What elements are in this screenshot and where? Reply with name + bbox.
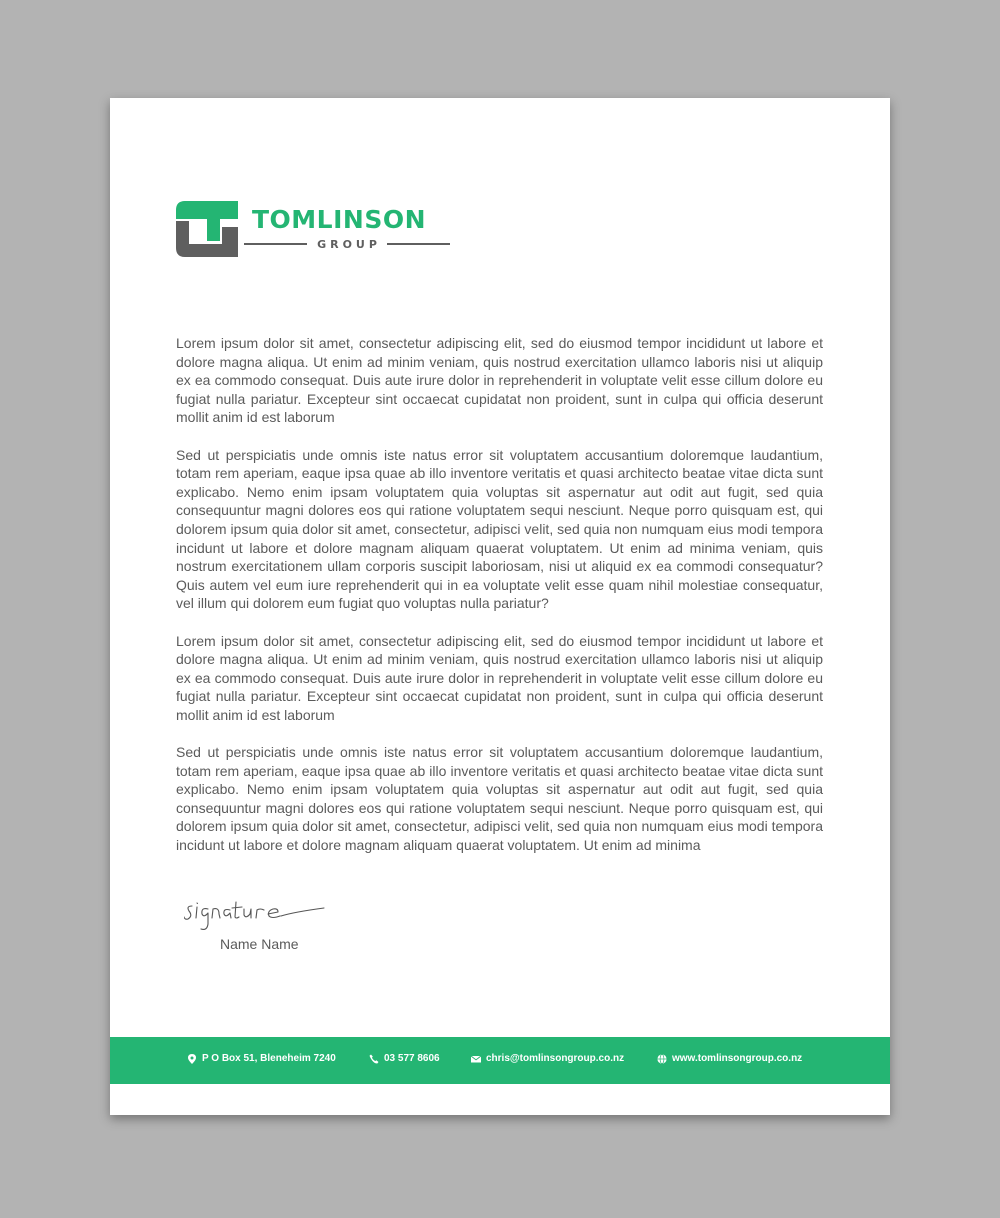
company-logo — [176, 201, 456, 261]
body-paragraph-2: Sed ut perspiciatis unde omnis iste natus error sit voluptatem accusantium doloremque laudantium, totam rem aperiam, eaque ipsa quae ab illo inventore veritatis et quasi architecto beatae vitae dicta sunt explicabo. Nemo enim ipsam voluptatem quia voluptas sit aspernatur aut odit aut fugit, sed quia consequuntur magni dolores eos qui ratione voluptatem sequi nesciunt. Neque porro quisquam est, qui dolorem ipsum quia dolor sit amet, consectetur, adipisci velit, sed quia non numquam eius modi tempora incidunt ut labore et dolore magnam aliquam quaerat voluptatem. Ut enim ad minima veniam, quis nostrum exercitationem ullam corporis suscipit laboriosam, nisi ut aliquid ex ea commodi consequatur? Quis autem vel eum iure reprehenderit qui in ea voluptate velit esse quam nihil molestiae consequatur, vel illum qui dolorem eum fugiat quo voluptas nulla pariatur? — [176, 446, 823, 612]
phone-icon — [369, 1054, 379, 1064]
footer-contact-bar — [110, 1037, 890, 1084]
body-paragraph-4: Sed ut perspiciatis unde omnis iste natus error sit voluptatem accusantium doloremque laudantium, totam rem aperiam, eaque ipsa quae ab illo inventore veritatis et quasi architecto beatae vitae dicta sunt explicabo. Nemo enim ipsam voluptatem quia voluptas sit aspernatur aut odit aut fugit, sed quia consequuntur magni dolores eos qui ratione voluptatem sequi nesciunt. Neque porro quisquam est, qui dolorem ipsum quia dolor sit amet, consectetur, adipisci velit, sed quia non numquam eius modi tempora incidunt ut labore et dolore magnam aliquam quaerat voluptatem. Ut enim ad minima — [176, 744, 823, 854]
handwritten-signature — [184, 894, 334, 936]
brand-name: TOMLINSON — [252, 205, 427, 234]
letter-body — [176, 334, 823, 873]
footer-address — [187, 1053, 336, 1064]
footer-address-text: P O Box 51, Bleneheim 7240 — [202, 1053, 336, 1064]
footer-email-text[interactable]: chris@tomlinsongroup.co.nz — [486, 1053, 625, 1064]
footer-phone — [369, 1053, 440, 1064]
tg-logo-mark-icon — [176, 201, 240, 257]
footer-phone-text: 03 577 8606 — [384, 1053, 440, 1064]
brand-divider-left — [244, 243, 307, 245]
footer-email[interactable] — [471, 1053, 624, 1064]
body-paragraph-3: Lorem ipsum dolor sit amet, consectetur adipiscing elit, sed do eiusmod tempor incididunt ut labore et dolore magna aliqua. Ut enim ad minim veniam, quis nostrud exercitation ullamco laboris nisi ut aliquip ex ea commodo consequat. Duis aute irure dolor in reprehenderit in voluptate velit esse cillum dolore eu fugiat nulla pariatur. Excepteur sint occaecat cupidatat non proident, sunt in culpa qui officia deserunt mollit anim id est laborum — [176, 632, 823, 723]
envelope-icon — [471, 1054, 481, 1064]
location-pin-icon — [187, 1054, 197, 1064]
footer-website-text[interactable]: www.tomlinsongroup.co.nz — [672, 1053, 803, 1064]
letterhead-page — [110, 98, 890, 1115]
signatory-name: Name Name — [220, 936, 299, 952]
brand-divider-right — [387, 243, 450, 245]
globe-icon — [657, 1054, 667, 1064]
body-paragraph-1: Lorem ipsum dolor sit amet, consectetur adipiscing elit, sed do eiusmod tempor incididunt ut labore et dolore magna aliqua. Ut enim ad minim veniam, quis nostrud exercitation ullamco laboris nisi ut aliquip ex ea commodo consequat. Duis aute irure dolor in reprehenderit in voluptate velit esse cillum dolore eu fugiat nulla pariatur. Excepteur sint occaecat cupidatat non proident, sunt in culpa qui officia deserunt mollit anim id est laborum — [176, 335, 823, 426]
brand-subtitle-row — [244, 237, 450, 251]
footer-website[interactable] — [657, 1053, 802, 1064]
brand-subtitle: GROUP — [317, 237, 381, 251]
